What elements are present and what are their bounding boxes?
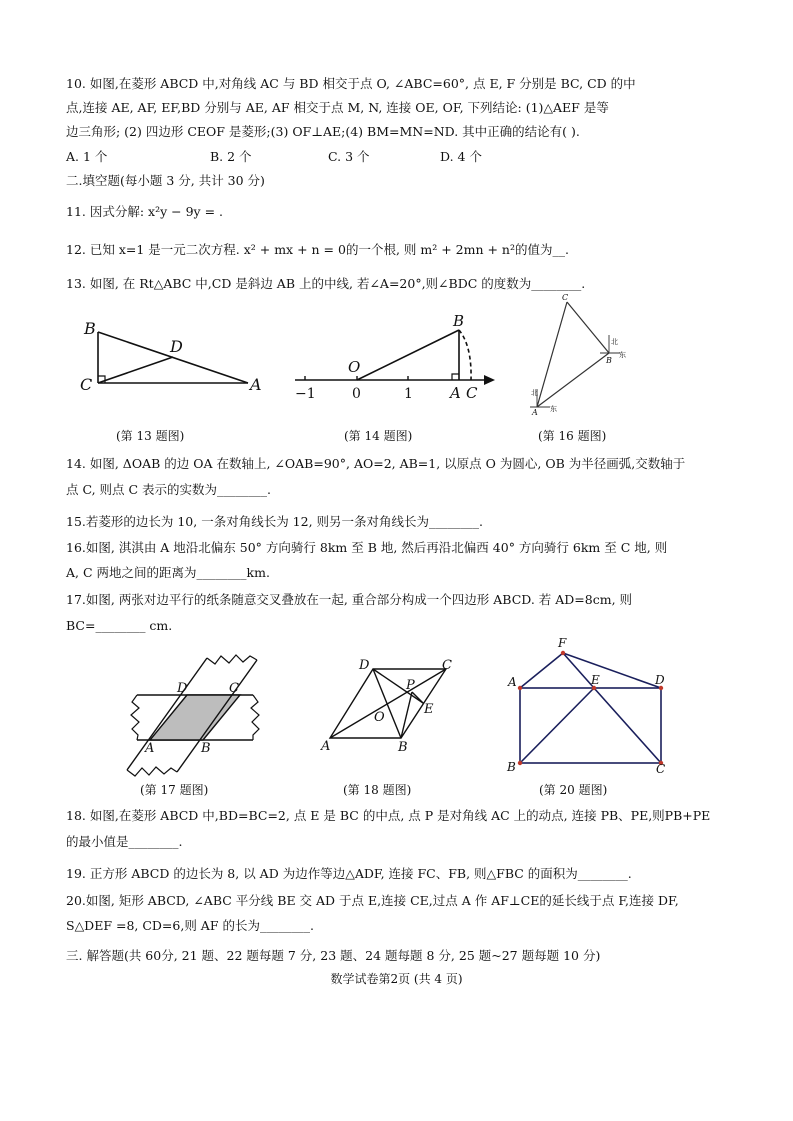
fig16-east-a: 东 (550, 405, 557, 413)
fig13-label-a: A (250, 375, 262, 394)
fig13-label-d: D (170, 337, 183, 356)
fig16-label-c: C (562, 293, 569, 302)
fig18-label-d: D (359, 658, 370, 673)
fig14-label-c: C (466, 384, 478, 402)
fig16-label-b: B (606, 356, 612, 365)
fig17-label-c: C (229, 681, 239, 696)
fig20-label-d: D (655, 673, 665, 687)
fig13-label-c: C (80, 375, 93, 394)
q10-option-b: B. 2 个 (210, 149, 252, 164)
q17-line1: 17.如图, 两张对边平行的纸条随意交叉叠放在一起, 重合部分构成一个四边形 ABCD. 若 AD=8cm, 则 (66, 592, 633, 607)
q14-line2: 点 C, 则点 C 表示的实数为________. (66, 482, 272, 497)
fig14-caption: (第 14 题图) (344, 429, 413, 443)
q11: 11. 因式分解: x²y − 9y = . (66, 204, 223, 219)
q10-option-d: D. 4 个 (440, 149, 482, 164)
fig18-caption: (第 18 题图) (343, 783, 412, 797)
section-heading-fill-in: 二.填空题(每小题 3 分, 共计 30 分) (66, 173, 265, 188)
fig18-label-c: C (442, 658, 452, 673)
fig14-label-o: O (348, 358, 361, 376)
figure-17 (125, 650, 270, 780)
fig17-label-b: B (201, 741, 211, 756)
q19: 19. 正方形 ABCD 的边长为 8, 以 AD 为边作等边△ADF, 连接 FC、FB, 则△FBC 的面积为________. (66, 866, 632, 881)
q10-line3: 边三角形; (2) 四边形 CEOF 是菱形;(3) OF⊥AE;(4) BM=MN=ND. 其中正确的结论有( ). (66, 124, 580, 139)
fig13-label-b: B (84, 319, 96, 338)
q18-line1: 18. 如图,在菱形 ABCD 中,BD=BC=2, 点 E 是 BC 的中点, 点 P 是对角线 AC 上的动点, 连接 PB、PE,则PB+PE (66, 808, 711, 823)
q10-line1: 10. 如图,在菱形 ABCD 中,对角线 AC 与 BD 相交于点 O, ∠ABC=60°, 点 E, F 分别是 BC, CD 的中 (66, 76, 636, 91)
fig14-label-a: A (450, 384, 461, 402)
q13: 13. 如图, 在 Rt△ABC 中,CD 是斜边 AB 上的中线, 若∠A=20°,则∠BDC 的度数为________. (66, 276, 586, 291)
fig16-label-a: A (532, 408, 538, 417)
figure-18 (318, 655, 460, 755)
q10-option-c: C. 3 个 (328, 149, 370, 164)
fig20-caption: (第 20 题图) (539, 783, 608, 797)
q14-line1: 14. 如图, ΔOAB 的边 OA 在数轴上, ∠OAB=90°, AO=2, AB=1, 以原点 O 为圆心, OB 为半径画弧,交数轴于 (66, 456, 686, 471)
fig20-label-e: E (591, 673, 600, 687)
fig20-label-b: B (507, 760, 516, 774)
fig18-label-p: P (406, 678, 415, 693)
q20-line2: S△DEF =8, CD=6,则 AF 的长为________. (66, 918, 314, 933)
fig17-label-a: A (145, 741, 155, 756)
fig14-tick-1: 1 (404, 386, 413, 402)
figure-13 (70, 310, 270, 400)
fig17-caption: (第 17 题图) (140, 783, 209, 797)
fig16-north-a: 北 (531, 389, 538, 397)
fig14-tick-neg1: −1 (295, 386, 316, 402)
q18-line2: 的最小值是________. (66, 834, 183, 849)
fig16-caption: (第 16 题图) (538, 429, 607, 443)
q17-line2: BC=________ cm. (66, 618, 173, 633)
section-heading-answers: 三. 解答题(共 60分, 21 题、22 题每题 7 分, 23 题、24 题每题 8 分, 25 题~27 题每题 10 分) (66, 948, 601, 963)
fig18-label-o: O (374, 710, 385, 725)
fig14-tick-0: 0 (352, 386, 361, 402)
figure-20 (503, 636, 673, 776)
q10-option-a: A. 1 个 (66, 149, 108, 164)
q20-line1: 20.如图, 矩形 ABCD, ∠ABC 平分线 BE 交 AD 于点 E,连接 CE,过点 A 作 AF⊥CE的延长线于点 F,连接 DF, (66, 893, 679, 908)
page-footer: 数学试卷第2页 (共 4 页) (330, 972, 463, 986)
fig16-north-b: 北 (611, 338, 618, 346)
q15: 15.若菱形的边长为 10, 一条对角线长为 12, 则另一条对角线长为________. (66, 514, 484, 529)
fig18-label-a: A (321, 739, 331, 754)
fig20-label-f: F (558, 636, 567, 650)
fig13-caption: (第 13 题图) (116, 429, 185, 443)
fig17-label-d: D (177, 681, 188, 696)
fig14-label-b: B (453, 312, 465, 330)
q16-line1: 16.如图, 淇淇由 A 地沿北偏东 50° 方向骑行 8km 至 B 地, 然后再沿北偏西 40° 方向骑行 6km 至 C 地, 则 (66, 540, 668, 555)
q16-line2: A, C 两地之间的距离为________km. (66, 565, 270, 580)
q10-line2: 点,连接 AE, AF, EF,BD 分别与 AE, AF 相交于点 M, N, 连接 OE, OF, 下列结论: (1)△AEF 是等 (66, 100, 609, 115)
figure-16 (520, 292, 630, 420)
fig18-label-e: E (424, 702, 434, 717)
figure-14 (290, 308, 500, 403)
q12: 12. 已知 x=1 是一元二次方程. x² + mx + n = 0的一个根, 则 m² + 2mn + n²的值为__. (66, 242, 569, 257)
fig16-east-b: 东 (619, 351, 626, 359)
fig20-label-c: C (656, 762, 666, 776)
fig18-label-b: B (398, 740, 408, 755)
fig20-label-a: A (508, 675, 517, 689)
